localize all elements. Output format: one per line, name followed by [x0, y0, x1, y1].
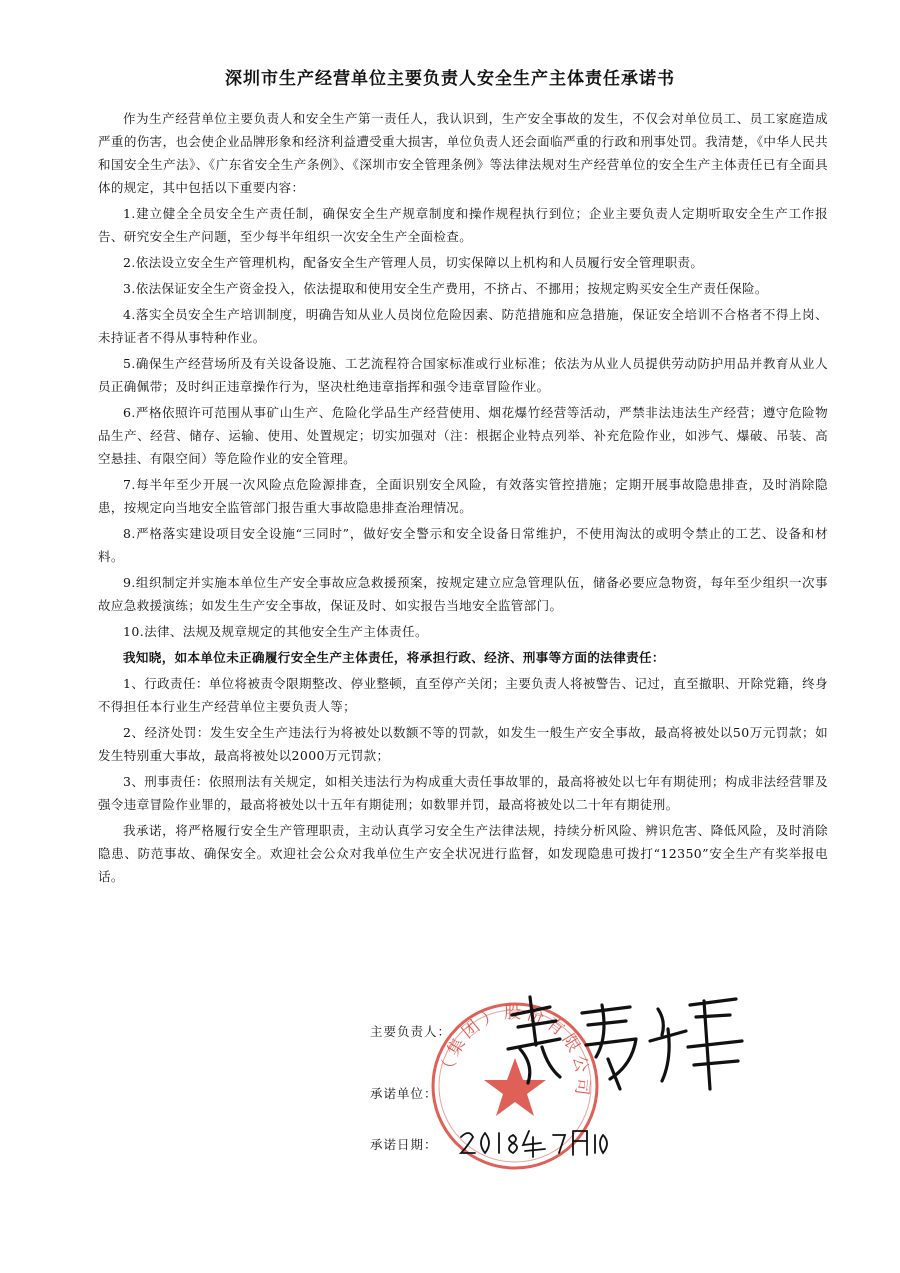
committing-unit-label: 承诺单位：: [370, 1086, 438, 1101]
paragraph: 2.依法设立安全生产管理机构，配备安全生产管理人员，切实保障以上机构和人员履行安全管理职责。: [123, 255, 704, 270]
commitment-paragraph: 我承诺，将严格履行安全生产管理职责，主动认真学习安全生产法律法规，持续分析风险、辨识危害、降低风险，及时消除隐患、防范事故、确保安全。欢迎社会公众对我单位生产安全状况进行监督，如发现隐患可拨打“12350”安全生产有奖举报电话。: [98, 823, 828, 884]
paragraph: 1.建立健全全员安全生产责任制，确保安全生产规章制度和操作规程执行到位；企业主要负责人定期听取安全生产工作报告、研究安全生产问题，至少每半年组织一次安全生产全面检查。: [98, 206, 828, 244]
paragraph: 8.严格落实建设项目安全设施“三同时”，做好安全警示和安全设备日常维护，不使用淘汰的或明令禁止的工艺、设备和材料。: [98, 526, 828, 564]
paragraph: 6.严格依照许可范围从事矿山生产、危险化学品生产经营使用、烟花爆竹经营等活动，严禁非法违法生产经营；遵守危险物品生产、经营、储存、运输、使用、处置规定；切实加强对（注：根据企业特点列举、补充危险作业，如涉气、爆破、吊装、高空悬挂、有限空间）等危险作业的安全管理。: [98, 405, 828, 466]
paragraph: 4.落实全员安全生产培训制度，明确告知从业人员岗位危险因素、防范措施和应急措施，保证安全培训不合格者不得上岗、未持证者不得从事特种作业。: [98, 307, 828, 345]
paragraph: 3.依法保证安全生产资金投入，依法提取和使用安全生产费用，不挤占、不挪用；按规定购买安全生产责任保险。: [123, 281, 768, 296]
commitment-date-label: 承诺日期：: [370, 1137, 438, 1152]
liability-heading: 我知晓，如本单位未正确履行安全生产主体责任，将承担行政、经济、刑事等方面的法律责任：: [123, 650, 665, 665]
svg-text:（集团）股份有限公司: （集团）股份有限公司: [437, 1003, 593, 1101]
paragraph: 作为生产经营单位主要负责人和安全生产第一责任人，我认识到，生产安全事故的发生，不仅会对单位员工、员工家庭造成严重的伤害，也会使企业品牌形象和经济利益遭受重大损害，单位负责人还会面临严重的行政和刑事处罚。我清楚，《中华人民共和国安全生产法》、《广东省安全生产条例》、《深圳市安全管理条例》等法律法规对生产经营单位的安全生产主体责任已有全面具体的规定，其中包括以下重要内容：: [98, 111, 828, 195]
handwritten-signature: [490, 985, 760, 1105]
paragraph: 10.法律、法规及规章规定的其他安全生产主体责任。: [123, 624, 428, 639]
paragraph: 5.确保生产经营场所及有关设备设施、工艺流程符合国家标准或行业标准；依法为从业人员提供劳动防护用品并教育从业人员正确佩带；及时纠正违章操作行为，坚决杜绝违章指挥和强令违章冒险作业。: [98, 356, 828, 394]
paragraph: 3、刑事责任：依照刑法有关规定，如相关违法行为构成重大责任事故罪的，最高将被处以七年有期徒刑；构成非法经营罪及强令违章冒险作业罪的，最高将被处以十五年有期徒刑；如数罪并罚，最高将被处以二十年有期徒刑。: [98, 774, 828, 812]
handwritten-date: [455, 1123, 615, 1163]
paragraph: 9.组织制定并实施本单位生产安全事故应急救援预案，按规定建立应急管理队伍，储备必要应急物资，每年至少组织一次事故应急救援演练；如发生生产安全事故，保证及时、如实报告当地安全监管部门。: [98, 575, 828, 613]
paragraph: 7.每半年至少开展一次风险点危险源排查，全面识别安全风险，有效落实管控措施；定期开展事故隐患排查，及时消除隐患，按规定向当地安全监管部门报告重大事故隐患排查治理情况。: [98, 477, 828, 515]
paragraph: 1、行政责任：单位将被责令限期整改、停业整顿，直至停产关闭；主要负责人将被警告、记过，直至撤职、开除党籍，终身不得担任本行业生产经营单位主要负责人等；: [98, 676, 828, 714]
document-title: 深圳市生产经营单位主要负责人安全生产主体责任承诺书: [225, 69, 675, 89]
paragraph: 2、经济处罚：发生安全生产违法行为将被处以数额不等的罚款，如发生一般生产安全事故，最高将被处以50万元罚款；如发生特别重大事故，最高将被处以2000万元罚款；: [98, 725, 828, 763]
responsible-person-label: 主要负责人：: [370, 1024, 452, 1039]
document-body: [98, 107, 828, 891]
